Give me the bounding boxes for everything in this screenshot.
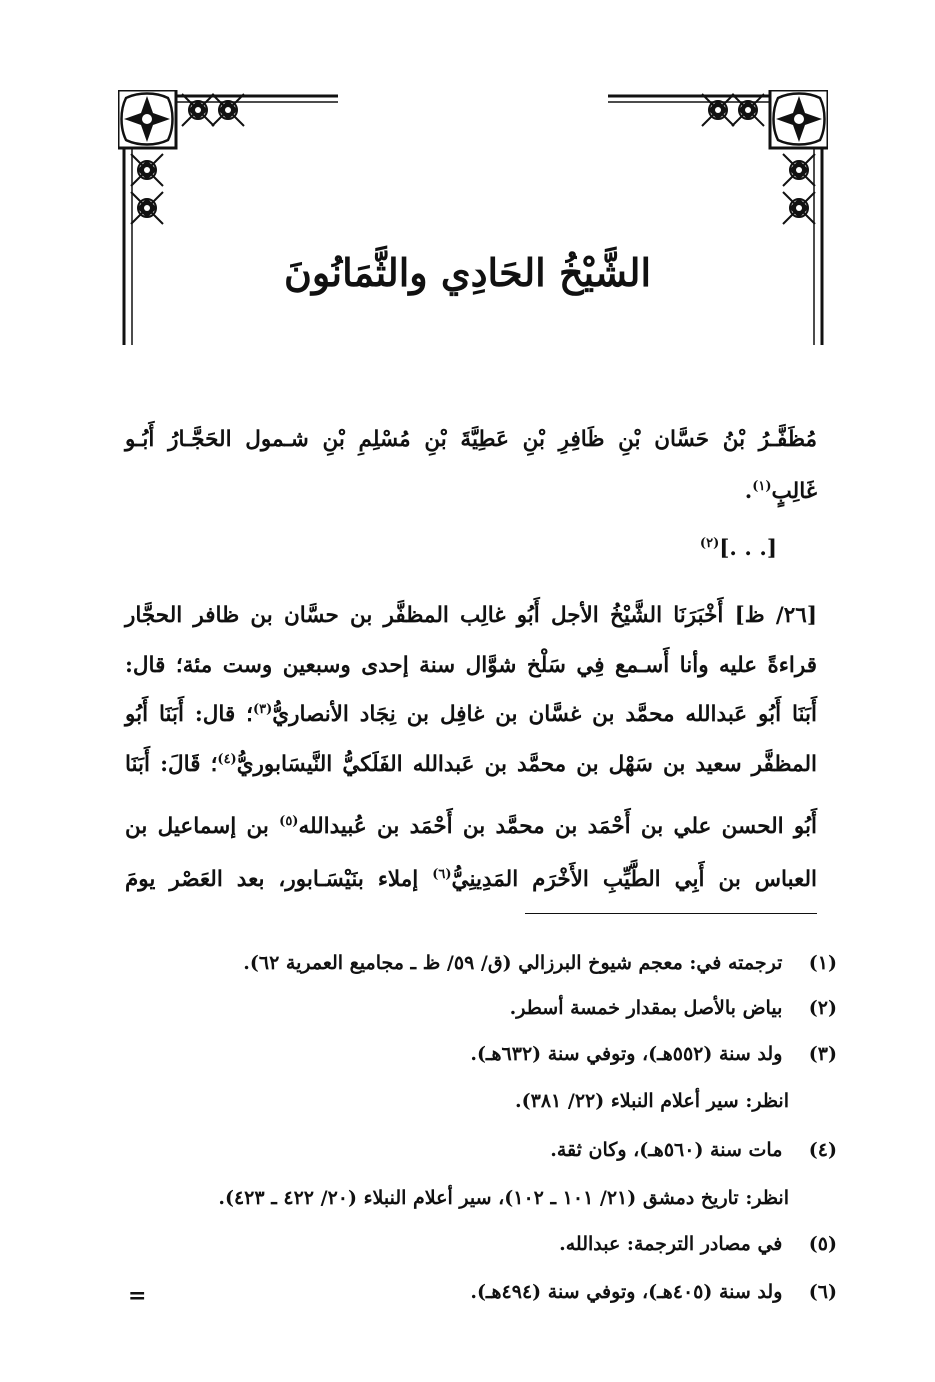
footnote-6 — [470, 1274, 837, 1310]
entry-name-end-word: غَالِبٍ — [771, 479, 817, 504]
footnote-text: مات سنة (٥٦٠هـ)، وكان ثقة. — [550, 1139, 783, 1161]
entry-name-line-2 — [745, 472, 817, 512]
footnote-text: بياض بالأصل بمقدار خمسة أسطر. — [509, 997, 783, 1019]
isnad-line-4b: ؛ قَالَ: أَبَنَا — [125, 752, 218, 777]
footnote-number: (٢) — [808, 997, 837, 1019]
footnote-ref-2[interactable]: (٢) — [699, 535, 720, 551]
footnote-number: (٤) — [808, 1139, 837, 1161]
isnad-line-2: قراءةً عليه وأنا أَسـمع فِي سَلْخ شوَّال سنة إحدى وسبعين وست مئة؛ قال: — [125, 653, 817, 678]
isnad-line-3a: أَبَنَا أَبُو عَبدالله محمَّد بن غسَّان بن غافِل بن نِجَاد الأنصاريُّ — [272, 702, 817, 727]
isnad-line-1: [٢٦/ ظ] أَخْبَرَنَا الشَّيْخُ الأجل أَبُو غالِب المظفَّر بن حسَّان بن ظافر الحجَّار — [125, 603, 817, 628]
continuation-mark: = — [128, 1283, 147, 1309]
footnote-4 — [550, 1132, 837, 1168]
footnote-3-reference: انظر: سير أعلام النبلاء (٢٢/ ٣٨١). — [515, 1090, 789, 1112]
isnad-line-4 — [125, 745, 817, 785]
footnote-text: في مصادر الترجمة: عبدالله. — [559, 1233, 783, 1255]
isnad-line-3b: ؛ قال: أَبَنَا أَبُو — [125, 702, 253, 727]
entry-name-line-1: مُظَفَّـرُ بْنُ حَسَّان بْنِ ظَافِرِ بْنِ عَطِيَّةَ بْنِ مُسْلِمِ بْنِ شـمول الحَجَّـارُ أَبُـو — [125, 427, 817, 452]
footnote-number: (٦) — [808, 1281, 837, 1303]
footnote-text: ولد سنة (٤٠٥هـ)، وتوفي سنة (٤٩٤هـ). — [470, 1281, 783, 1303]
footnote-number: (١) — [808, 952, 837, 974]
footnote-text: ترجمته في: معجم شيوخ البرزالي (ق/ ٥٩/ ظ ـ مجاميع العمرية ٦٢). — [243, 952, 783, 974]
footnote-ref-1[interactable]: (١) — [752, 478, 772, 494]
footnote-ref-3[interactable]: (٣) — [252, 701, 273, 717]
footnote-5 — [559, 1226, 837, 1262]
footnote-separator — [525, 913, 817, 914]
footnote-3 — [470, 1036, 837, 1072]
footnote-ref-4[interactable]: (٤) — [217, 751, 237, 767]
ornamental-title-frame — [118, 90, 828, 352]
chapter-title: الشَّيْخُ الحَادِي والثَّمَانُونَ — [283, 250, 651, 295]
isnad-line-5 — [125, 807, 817, 847]
footnote-ref-6[interactable]: (٦) — [432, 866, 452, 882]
footnote-text: ولد سنة (٥٥٢هـ)، وتوفي سنة (٦٣٢هـ). — [470, 1043, 783, 1065]
isnad-line-5b: بن إسماعيل بن — [125, 814, 280, 839]
footnote-2 — [510, 990, 837, 1026]
footnote-number: (٣) — [808, 1043, 837, 1065]
isnad-line-3 — [125, 695, 817, 735]
footnote-number: (٥) — [808, 1233, 837, 1255]
isnad-line-4a: المظفَّر سعيد بن سَهْل بن محمَّد بن عَبدالله الفَلَكيُّ النَّيسَابوريُّ — [236, 752, 817, 777]
isnad-line-6b: إملاء بنَيْسَـابور، بعد العَصْر يومَ — [125, 867, 433, 892]
lacuna-marker: [. . .] — [719, 536, 777, 561]
lacuna-line — [700, 529, 777, 569]
isnad-line-5a: أَبُو الحسن علي بن أَحْمَد بن محمَّد بن أَحْمَد بن عُبيدالله — [298, 814, 817, 839]
isnad-line-6a: العباس بن أَبِي الطَّيِّبِ الأَخْرَم المَدِينِيُّ — [451, 867, 817, 892]
footnote-4-reference: انظر: تاريخ دمشق (٢١/ ١٠١ ـ ١٠٢)، سير أعلام النبلاء (٢٠/ ٤٢٢ ـ ٤٢٣). — [218, 1187, 789, 1209]
isnad-line-6 — [125, 860, 817, 900]
footnote-ref-5[interactable]: (٥) — [279, 813, 299, 829]
entry-name-period: . — [744, 479, 753, 504]
footnote-1 — [243, 945, 837, 981]
